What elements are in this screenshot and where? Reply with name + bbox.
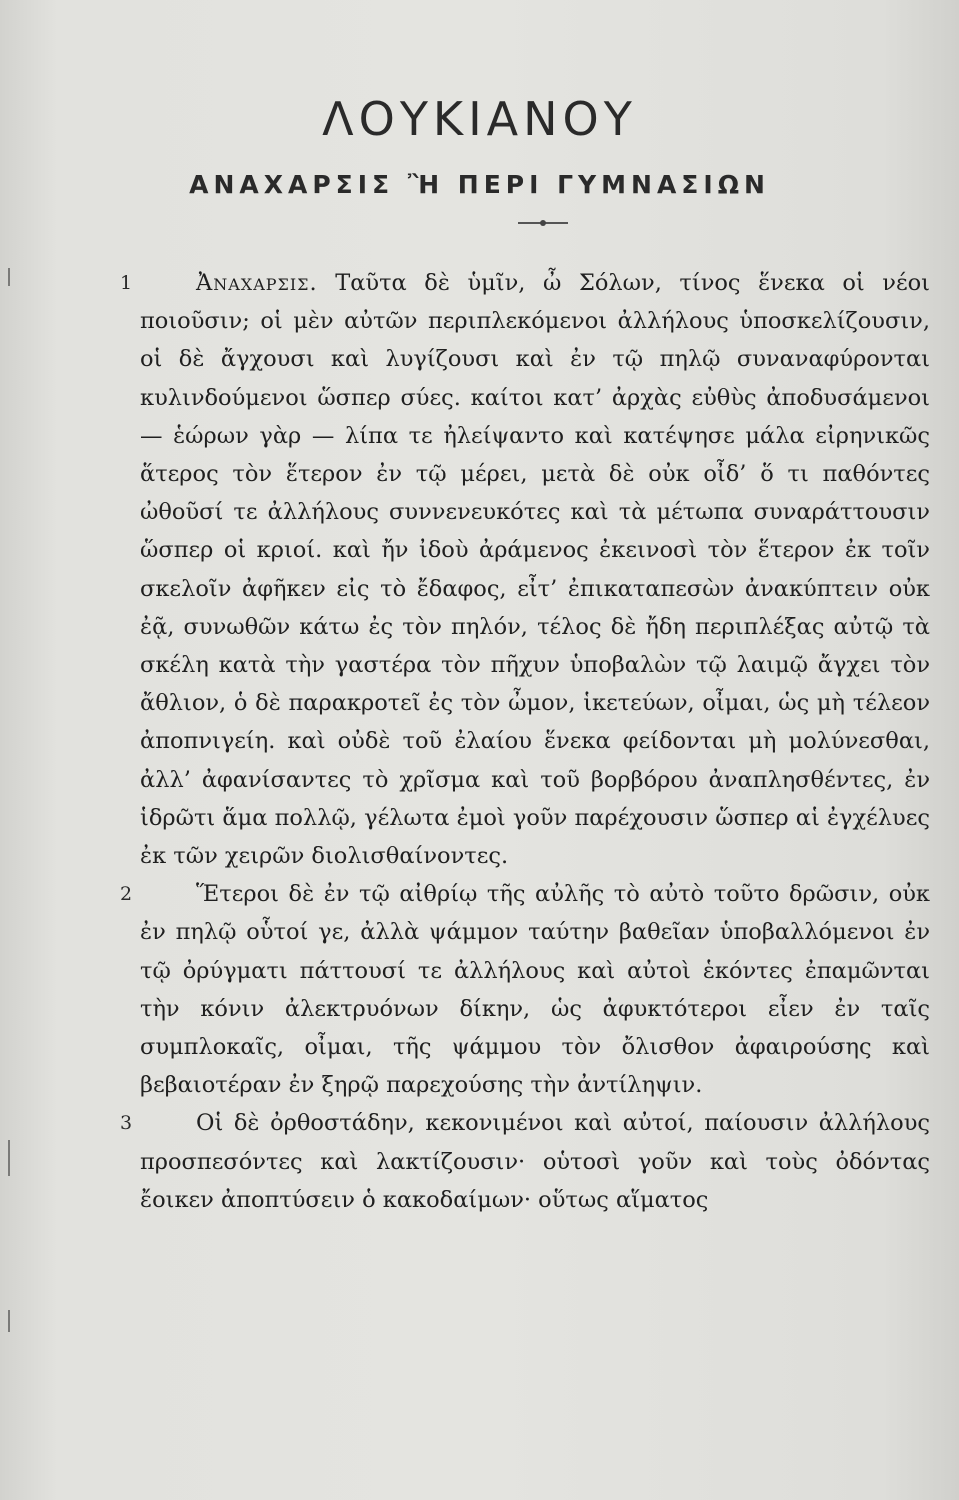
paragraph-number: 1 xyxy=(120,272,133,294)
paragraph-number: 3 xyxy=(120,1112,133,1135)
title-ornament xyxy=(518,222,568,224)
paragraph-number: 2 xyxy=(120,883,133,906)
paragraph-2 xyxy=(120,875,930,1104)
scan-edge-mark xyxy=(8,1310,10,1332)
main-text xyxy=(120,264,930,1219)
paragraph-1 xyxy=(120,264,930,875)
author-heading: ΛΟΥΚΙΑΝΟΥ xyxy=(322,92,637,146)
work-title: ΑΝΑΧΑΡΣΙΣ Ἢ ΠΕΡΙ ΓΥΜΝΑΣΙΩΝ xyxy=(189,170,770,199)
scan-edge-mark xyxy=(8,1140,10,1176)
scan-edge-mark xyxy=(8,268,10,286)
paragraph-text: Ἕτεροι δὲ ἐν τῷ αἰθρίῳ τῆς αὐλῆς τὸ αὐτὸ τοῦτο δρῶσιν, οὐκ ἐν πηλῷ οὗτοί γε, ἀλλὰ ψάμμον ταύτην βαθεῖαν ὑποβαλλόμενοι ἐν τῷ ὀρύγματι πάττουσί τε ἀλλήλους καὶ αὐτοὶ ἑκόντες ἐπαμῶνται τὴν κόνιν ἀλεκτρυόνων δίκην, ὡς ἀφυκτότεροι εἶεν ἐν ταῖς συμπλοκαῖς, οἶμαι, τῆς ψάμμου τὸν ὄλισθον ἀφαιρούσης καὶ βεβαιοτέραν ἐν ξηρῷ παρεχούσης τὴν ἀντίληψιν. xyxy=(140,881,930,1099)
paragraph-3 xyxy=(120,1104,930,1219)
paragraph-text: Ταῦτα δὲ ὑμῖν, ὦ Σόλων, τίνος ἕνεκα οἱ νέοι ποιοῦσιν; οἱ μὲν αὐτῶν περιπλεκόμενοι ἀλλήλους ὑποσκελίζουσιν, οἱ δὲ ἄγχουσι καὶ λυγίζουσι καὶ ἐν τῷ πηλῷ συναναφύρονται κυλινδούμενοι ὥσπερ σύες. καίτοι κατ’ ἀρχὰς εὐθὺς ἀποδυσάμενοι — ἑώρων γὰρ — λίπα τε ἠλείψαντο καὶ κατέψησε μάλα εἰρηνικῶς ἅτερος τὸν ἕτερον ἐν τῷ μέρει, μετὰ δὲ οὐκ οἶδ’ ὅ τι παθόντες ὠθοῦσί τε ἀλλήλους συννενευκότες καὶ τὰ μέτωπα συναράττουσιν ὥσπερ οἱ κριοί. καὶ ἤν ἰδοὺ ἀράμενος ἐκεινοσὶ τὸν ἕτερον ἐκ τοῖν σκελοῖν ἀφῆκεν εἰς τὸ ἔδαφος, εἶτ’ ἐπικαταπεσὼν ἀνακύπτειν οὐκ ἐᾷ, συνωθῶν κάτω ἐς τὸν πηλόν, τέλος δὲ ἤδη περιπλέξας αὐτῷ τὰ σκέλη κατὰ τὴν γαστέρα τὸν πῆχυν ὑποβαλὼν τῷ λαιμῷ ἄγχει τὸν ἄθλιον, ὁ δὲ παρακροτεῖ ἐς τὸν ὦμον, ἱκετεύων, οἶμαι, ὡς μὴ τέλεον ἀποπνιγείη. καὶ οὐδὲ τοῦ ἐλαίου ἕνεκα φείδονται μὴ μολύνεσθαι, ἀλλ’ ἀφανίσαντες τὸ χρῖσμα καὶ τοῦ βορβόρου ἀναπλησθέντες, ἐν ἱδρῶτι ἅμα πολλῷ, γέλωτα ἐμοὶ γοῦν παρέχουσιν ὥσπερ αἱ ἐγχέλυες ἐκ τῶν χειρῶν διολισθαίνοντες. xyxy=(140,270,930,870)
paragraph-text: Οἱ δὲ ὀρθοστάδην, κεκονιμένοι καὶ αὐτοί, παίουσιν ἀλλήλους προσπεσόντες καὶ λακτίζουσιν· οὑτοσὶ γοῦν καὶ τοὺς ὀδόντας ἔοικεν ἀποπτύσειν ὁ κακοδαίμων· οὕτως αἵματος xyxy=(140,1110,930,1213)
speaker-name: Ἀναχαρσις. xyxy=(196,270,318,296)
